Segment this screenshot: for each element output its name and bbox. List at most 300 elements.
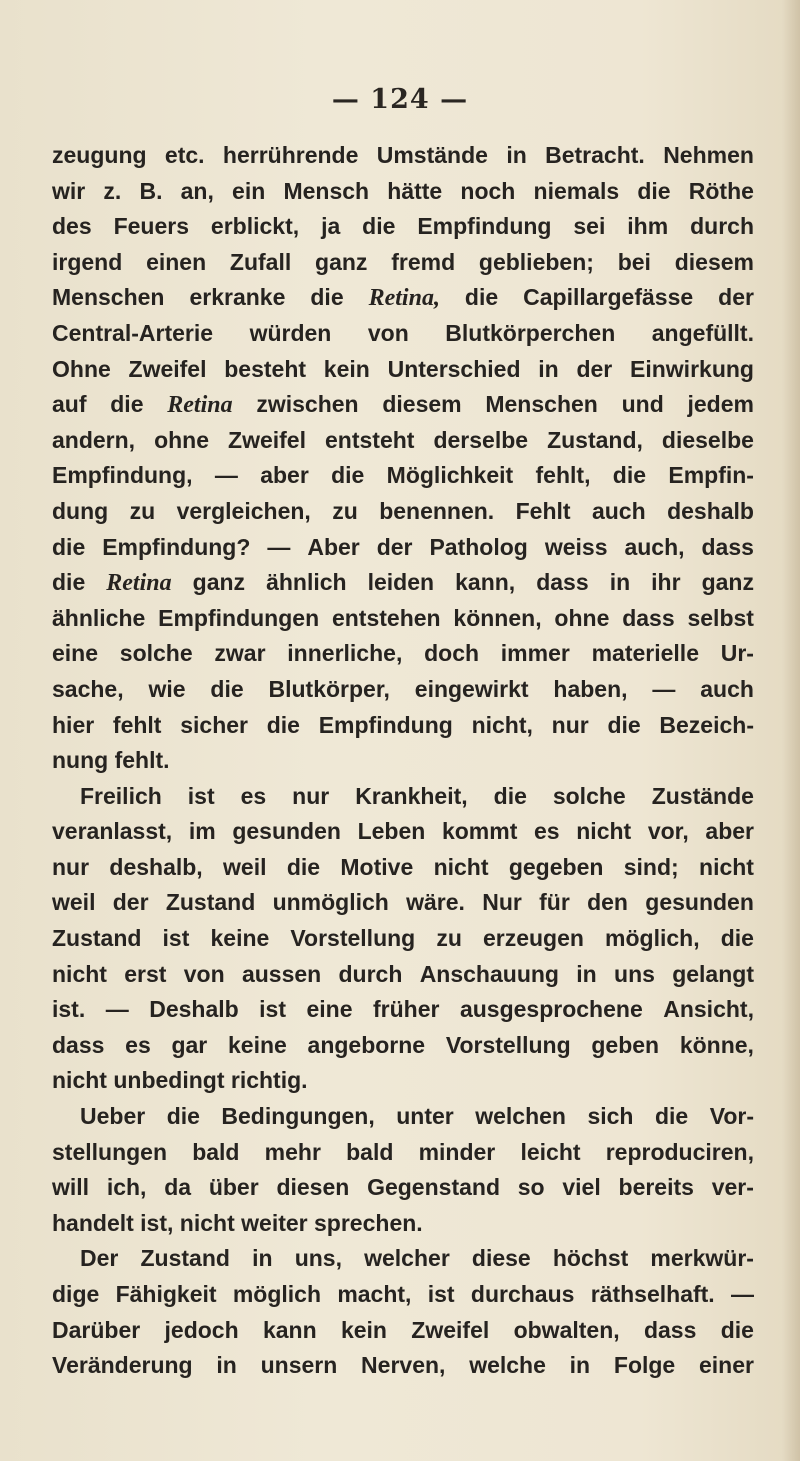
word: nicht — [699, 853, 754, 880]
word: Einwirkung — [630, 355, 754, 382]
word: Nerven, — [361, 1352, 446, 1379]
word: solche — [119, 640, 193, 667]
word: wäre. — [406, 889, 465, 916]
word: Fehlt — [515, 497, 571, 524]
word: früher — [373, 996, 440, 1023]
word: der — [376, 533, 413, 560]
word: Veränderung — [52, 1352, 193, 1379]
text-line — [52, 494, 754, 530]
text-line — [52, 885, 754, 921]
word: möglich, — [605, 925, 700, 952]
word: Nehmen — [663, 142, 754, 168]
word: weil — [223, 853, 267, 880]
word: Ur- — [720, 640, 754, 667]
word: geben — [591, 1031, 660, 1058]
word: Deshalb — [149, 996, 239, 1023]
word: Leben — [357, 818, 426, 845]
word: in — [252, 1245, 273, 1272]
word: deshalb — [667, 497, 754, 524]
word: ähnlich — [266, 569, 347, 596]
word: sind; — [623, 853, 679, 880]
word: Empfindung, — [52, 462, 193, 489]
word: es — [240, 782, 267, 809]
word: die — [310, 284, 344, 311]
word: viel — [562, 1174, 601, 1201]
word: nur — [292, 782, 330, 809]
word: ver- — [711, 1174, 754, 1201]
word: dass — [643, 1316, 697, 1343]
word: da — [164, 1174, 192, 1201]
page-number: — 124 — — [331, 84, 469, 115]
word: Fähigkeit — [115, 1281, 217, 1307]
word: wir — [52, 177, 86, 204]
word: angefüllt. — [651, 319, 754, 346]
word: einen — [146, 248, 207, 275]
text-line — [52, 1348, 754, 1384]
word: an, — [180, 177, 214, 204]
word: Empfindung — [318, 711, 453, 738]
word: der — [576, 355, 613, 382]
word: fehlt. — [114, 747, 170, 774]
text-line — [52, 138, 754, 174]
word: irgend — [52, 248, 123, 275]
word: Vorstellung — [290, 925, 416, 952]
word: räthselhaft. — [590, 1281, 715, 1307]
word: Retina — [106, 570, 172, 597]
text-line — [52, 530, 754, 566]
word: jedem — [687, 391, 754, 418]
word: dass — [701, 533, 754, 560]
word: nur — [52, 853, 90, 880]
word: bald — [192, 1138, 240, 1165]
word: in — [576, 960, 597, 987]
word: welchen — [475, 1103, 566, 1130]
word: die — [464, 284, 499, 311]
text-line — [52, 921, 754, 957]
text-line — [52, 1028, 754, 1064]
word: welcher — [364, 1245, 450, 1272]
word: zeugung — [52, 142, 147, 168]
word: diesen — [276, 1174, 350, 1201]
word: reproduciren, — [605, 1138, 754, 1165]
word: Umstände — [376, 142, 488, 168]
word: merkwür- — [650, 1245, 754, 1272]
text-line — [52, 1099, 754, 1135]
word: ganz — [701, 569, 754, 596]
word: keine — [227, 1031, 287, 1058]
word: Empfin- — [668, 462, 754, 489]
word: — — [731, 1281, 754, 1307]
word: andern, — [52, 426, 136, 453]
word: die — [286, 853, 321, 880]
word: aber — [260, 462, 309, 489]
word: wie — [148, 675, 186, 702]
word: angeborne — [307, 1031, 426, 1058]
word: durch — [690, 213, 754, 240]
word: Bezeich- — [659, 711, 754, 738]
word: durch — [338, 960, 403, 987]
text-line — [52, 636, 754, 672]
word: Zustände — [651, 782, 754, 809]
word: Feuers — [113, 213, 189, 240]
word: solche — [552, 782, 626, 809]
word: will — [52, 1174, 90, 1201]
word: bei — [617, 248, 651, 275]
word: dass — [52, 1031, 105, 1058]
word: Zweifel — [411, 1316, 490, 1343]
text-line — [52, 1135, 754, 1171]
word: vor, — [647, 818, 689, 845]
word: stellungen — [52, 1138, 168, 1165]
word: sich — [587, 1103, 634, 1130]
word: könne, — [679, 1031, 754, 1058]
word: gegeben — [508, 853, 604, 880]
word: sicher — [180, 711, 248, 738]
word: unsern — [260, 1352, 338, 1379]
word: eine — [306, 996, 353, 1023]
word: die — [493, 782, 527, 809]
word: weiter — [241, 1209, 315, 1236]
word: zu — [436, 925, 462, 952]
word: ja — [321, 213, 341, 240]
word: möglich — [232, 1281, 322, 1307]
word: ganz — [192, 569, 246, 596]
word: Mensch — [283, 177, 370, 204]
word: Freilich — [80, 782, 162, 809]
word: unmöglich — [272, 889, 389, 916]
text-line — [52, 1277, 754, 1313]
text-line — [52, 280, 754, 316]
word: dass — [622, 604, 675, 631]
word: zwischen — [256, 391, 359, 418]
word: leiden — [367, 569, 435, 596]
word: sei — [573, 213, 606, 240]
text-line — [52, 957, 754, 993]
word: Patholog — [429, 533, 528, 560]
text-line — [52, 316, 754, 352]
text-line — [52, 423, 754, 459]
word: aber — [705, 818, 754, 845]
text-line — [52, 245, 754, 281]
word: besteht — [224, 355, 307, 382]
word: die — [210, 675, 244, 702]
word: leicht — [520, 1138, 581, 1165]
word: erst — [124, 960, 167, 987]
word: Zweifel — [128, 355, 207, 382]
body-text — [52, 138, 754, 1384]
word: die — [266, 711, 300, 738]
text-line — [52, 601, 754, 637]
word: können, — [453, 604, 542, 631]
word: vergleichen, — [176, 497, 311, 524]
word: die — [52, 569, 86, 596]
word: dieselbe — [661, 426, 754, 453]
word: Zustand, — [547, 426, 643, 453]
word: entsteht — [325, 426, 415, 453]
word: macht, — [337, 1281, 412, 1307]
word: fehlt, — [535, 462, 591, 489]
word: weiss — [544, 533, 608, 560]
word: von — [367, 319, 409, 346]
word: würden — [249, 319, 332, 346]
word: von — [183, 960, 225, 987]
word: ist, — [140, 1209, 180, 1236]
word: für — [539, 889, 570, 916]
word: Bedingungen, — [221, 1103, 375, 1130]
word: den — [587, 889, 628, 916]
word: bereits — [618, 1174, 694, 1201]
word: veranlasst, — [52, 818, 173, 845]
word: nung — [52, 747, 115, 774]
word: die — [607, 711, 641, 738]
word: Motive — [340, 853, 414, 880]
word: erkranke — [189, 284, 286, 311]
word: kein — [323, 355, 370, 382]
word: diesem — [382, 391, 462, 418]
text-line — [52, 1206, 754, 1242]
word: herrührende — [222, 142, 359, 168]
word: in — [569, 1352, 591, 1379]
word: Ohne — [52, 355, 111, 382]
word: zu — [332, 497, 358, 524]
word: — — [267, 533, 291, 560]
word: Ansicht, — [663, 996, 754, 1023]
word: — — [105, 996, 129, 1023]
word: unter — [396, 1103, 454, 1130]
word: Nur — [482, 889, 522, 916]
word: diesem — [674, 248, 754, 275]
word: Ueber — [80, 1103, 146, 1130]
text-line — [52, 352, 754, 388]
word: nicht — [576, 818, 632, 845]
word: Folge — [613, 1352, 676, 1379]
word: uns, — [294, 1245, 342, 1272]
word: in — [609, 569, 631, 596]
word: nicht — [179, 1209, 242, 1236]
word: die — [166, 1103, 200, 1130]
word: nicht — [433, 853, 489, 880]
word: Unterschied — [387, 355, 521, 382]
word: gesunden — [232, 818, 341, 845]
word: geblieben; — [478, 248, 594, 275]
text-line — [52, 1063, 754, 1099]
word: benennen. — [379, 497, 495, 524]
word: handelt — [52, 1209, 141, 1236]
text-line — [52, 458, 754, 494]
word: Blutkörperchen — [445, 319, 616, 346]
word: Der — [80, 1245, 119, 1272]
word: gelangt — [672, 960, 754, 987]
word: Möglichkeit — [386, 462, 514, 489]
word: dung — [52, 497, 109, 524]
word: noch — [460, 177, 516, 204]
word: kann, — [455, 569, 516, 596]
word: über — [208, 1174, 259, 1201]
text-line — [52, 992, 754, 1028]
text-line — [52, 565, 754, 601]
word: B. — [139, 177, 163, 204]
text-line — [52, 708, 754, 744]
word: ich, — [106, 1174, 147, 1201]
word: Gegenstand — [367, 1174, 500, 1201]
word: die — [720, 925, 754, 952]
text-line — [52, 1241, 754, 1277]
word: niemals — [533, 177, 620, 204]
word: ohne — [154, 426, 210, 453]
word: ist — [259, 996, 287, 1023]
word: nicht — [52, 1067, 114, 1094]
word: jedoch — [164, 1316, 239, 1343]
text-line — [52, 1170, 754, 1206]
word: Empfindung — [417, 213, 552, 240]
word: immer — [500, 640, 570, 667]
word: z. — [103, 177, 122, 204]
word: auf — [52, 391, 87, 418]
text-line — [52, 672, 754, 708]
word: die — [612, 462, 647, 489]
word: eine — [52, 640, 99, 667]
word: in — [506, 142, 527, 168]
word: fehlt — [112, 711, 162, 738]
word: Krankheit, — [355, 782, 468, 809]
word: es — [125, 1031, 151, 1058]
word: gesunden — [645, 889, 754, 916]
word: nur — [551, 711, 589, 738]
word: ohne — [554, 604, 610, 631]
word: Zustand — [52, 925, 142, 952]
word: diese — [471, 1245, 531, 1272]
text-line — [52, 174, 754, 210]
word: ein — [232, 177, 266, 204]
word: richtig. — [230, 1067, 308, 1094]
word: Menschen — [52, 284, 165, 311]
word: uns — [614, 960, 655, 987]
word: zu — [129, 497, 156, 524]
word: doch — [424, 640, 480, 667]
word: die — [362, 213, 396, 240]
word: obwalten, — [513, 1316, 620, 1343]
word: Empfindungen — [158, 604, 320, 631]
word: Anschauung — [419, 960, 559, 987]
word: haben, — [553, 675, 628, 702]
word: ihm — [627, 213, 669, 240]
word: es — [534, 818, 560, 845]
word: hier — [52, 711, 95, 738]
word: nicht — [52, 960, 107, 987]
word: in — [538, 355, 559, 382]
word: Röthe — [688, 177, 754, 204]
word: Empfindung? — [102, 533, 251, 560]
word: auch — [591, 497, 646, 524]
word: Betracht. — [545, 142, 645, 168]
word: sprechen. — [314, 1209, 423, 1236]
word: aussen — [241, 960, 322, 987]
word: selbst — [687, 604, 754, 631]
word: zwar — [214, 640, 266, 667]
text-line — [52, 779, 754, 815]
word: die — [110, 391, 144, 418]
word: bald — [346, 1138, 394, 1165]
word: ist. — [52, 996, 86, 1023]
word: Zustand — [165, 889, 256, 916]
word: ist — [427, 1281, 455, 1307]
word: fremd — [391, 248, 456, 275]
word: erblickt, — [210, 213, 300, 240]
word: — — [652, 675, 676, 702]
word: Vor- — [709, 1103, 754, 1130]
word: Zufall — [229, 248, 292, 275]
text-line — [52, 850, 754, 886]
word: die — [52, 533, 86, 560]
word: ähnliche — [52, 604, 146, 631]
word: Retina, — [368, 285, 440, 312]
word: in — [216, 1352, 237, 1379]
text-line — [52, 209, 754, 245]
word: derselbe — [433, 426, 529, 453]
word: einer — [699, 1352, 754, 1379]
word: Aber — [307, 533, 360, 560]
text-line — [52, 814, 754, 850]
word: gar — [171, 1031, 208, 1058]
word: materielle — [591, 640, 699, 667]
word: erzeugen — [482, 925, 584, 952]
word: hätte — [387, 177, 443, 204]
word: ist — [187, 782, 215, 809]
text-line — [52, 743, 754, 779]
word: Blutkörper, — [268, 675, 390, 702]
word: unbedingt — [113, 1067, 231, 1094]
word: ausgesprochene — [459, 996, 643, 1023]
page-edge-shadow — [782, 0, 800, 1461]
word: dige — [52, 1281, 100, 1307]
word: ganz — [315, 248, 368, 275]
word: die — [720, 1316, 754, 1343]
word: welche — [469, 1352, 546, 1379]
word: deshalb, — [109, 853, 203, 880]
word: die — [637, 177, 671, 204]
word: weil — [52, 889, 96, 916]
word: die — [654, 1103, 689, 1130]
word: eingewirkt — [414, 675, 529, 702]
word: kann — [262, 1316, 317, 1343]
word: Zweifel — [228, 426, 306, 453]
word: etc. — [164, 142, 205, 168]
word: Menschen — [485, 391, 598, 418]
word: im — [188, 818, 216, 845]
word: Vorstellung — [445, 1031, 571, 1058]
word: ist — [162, 925, 190, 952]
word: auch, — [624, 533, 685, 560]
word: kommt — [441, 818, 518, 845]
word: der — [718, 284, 754, 311]
word: minder — [418, 1138, 496, 1165]
word: mehr — [264, 1138, 321, 1165]
word: Darüber — [52, 1316, 141, 1343]
word: sache, — [52, 675, 124, 702]
word: so — [517, 1174, 545, 1201]
word: innerliche, — [287, 640, 403, 667]
word: ihr — [651, 569, 681, 596]
word: und — [621, 391, 664, 418]
word: Retina — [167, 392, 233, 419]
word: die — [331, 462, 365, 489]
word: Zustand — [140, 1245, 230, 1272]
word: dass — [536, 569, 589, 596]
word: nicht, — [471, 711, 533, 738]
word: kein — [340, 1316, 387, 1343]
word: auch — [700, 675, 754, 702]
word: des — [52, 213, 92, 240]
